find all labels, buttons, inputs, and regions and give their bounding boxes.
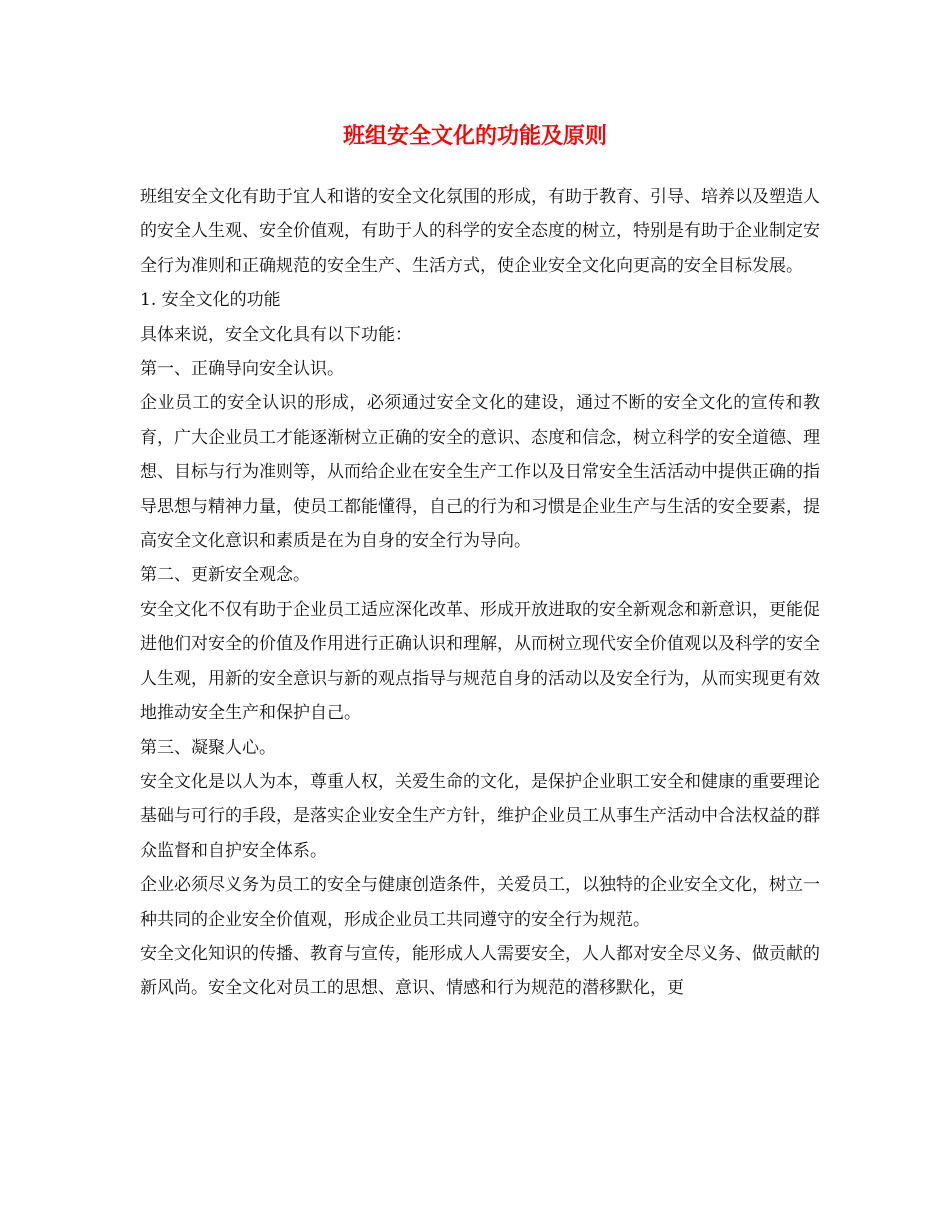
- section-heading-functions: 1. 安全文化的功能: [140, 290, 281, 311]
- paragraph-function-3c: 安全文化知识的传播、教育与宣传，能形成人人需要安全，人人都对安全尽义务、做贡献的新风尚。安全文化对员工的思想、意识、情感和行为规范的潜移默化，更: [140, 943, 820, 999]
- paragraph-intro: 班组安全文化有助于宜人和谐的安全文化氛围的形成，有助于教育、引导、培养以及塑造人的安全人生观、安全价值观，有助于人的科学的安全态度的树立，特别是有助于企业制定安全行为准则和正确规范的安全生产、生活方式，使企业安全文化向更高的安全目标发展。: [140, 187, 820, 276]
- function-heading-1: 第一、正确导向安全认识。: [140, 359, 344, 380]
- paragraph-function-3a: 安全文化是以人为本，尊重人权，关爱生命的文化，是保护企业职工安全和健康的重要理论基础与可行的手段，是落实企业安全生产方针，维护企业员工从事生产活动中合法权益的群众监督和自护安全体系。: [140, 771, 820, 861]
- paragraph-function-2: 安全文化不仅有助于企业员工适应深化改革、形成开放进取的安全新观念和新意识，更能促进他们对安全的价值及作用进行正确认识和理解，从而树立现代安全价值观以及科学的安全人生观，用新的安全意识与新的观点指导与规范自身的活动以及安全行为，从而实现更有效地推动安全生产和保护自己。: [140, 599, 820, 724]
- paragraph-functions-lead: 具体来说，安全文化具有以下功能：: [140, 324, 412, 345]
- paragraph-function-3b: 企业必须尽义务为员工的安全与健康创造条件，关爱员工，以独特的企业安全文化，树立一种共同的企业安全价值观，形成企业员工共同遵守的安全行为规范。: [140, 875, 820, 930]
- paragraph-function-1: 企业员工的安全认识的形成，必须通过安全文化的建设，通过不断的安全文化的宣传和教育，广大企业员工才能逐渐树立正确的安全的意识、态度和信念，树立科学的安全道德、理想、目标与行为准则等，从而给企业在安全生产工作以及日常安全生活活动中提供正确的指导思想与精神力量，使员工都能懂得，自己的行为和习惯是企业生产与生活的安全要素，提高安全文化意识和素质是在为自身的安全行为导向。: [140, 393, 820, 552]
- document-body: [140, 180, 820, 1006]
- document-title: 班组安全文化的功能及原则: [342, 123, 607, 149]
- function-heading-2: 第二、更新安全观念。: [140, 565, 310, 586]
- function-heading-3: 第三、凝聚人心。: [140, 737, 276, 758]
